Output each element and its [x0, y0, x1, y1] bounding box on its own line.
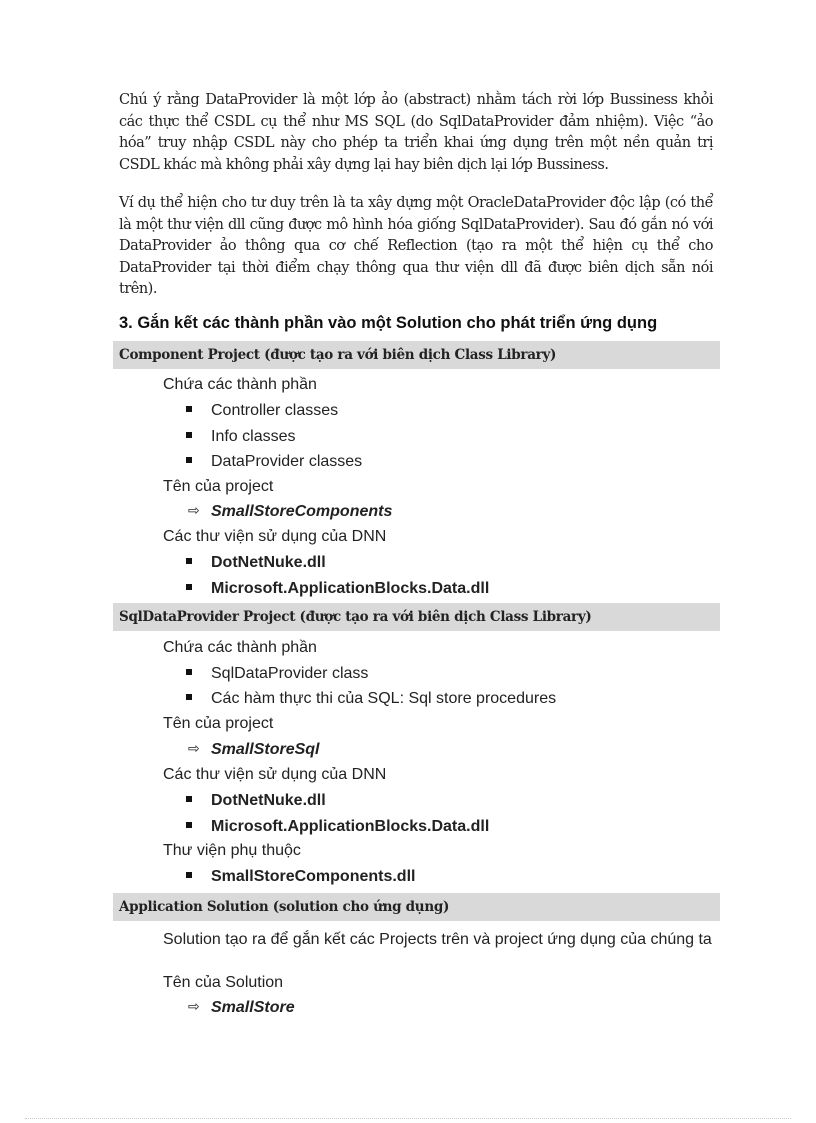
square-bullet-icon [186, 872, 192, 878]
section-heading: 3. Gắn kết các thành phần vào một Solution cho phát triển ứng dụng [119, 314, 658, 332]
sql-libs-label: Các thư viện sử dụng của DNN [163, 766, 387, 783]
hollow-right-arrow-icon: ⇨ [188, 503, 200, 519]
square-bullet-icon [186, 669, 192, 675]
list-item: Microsoft.ApplicationBlocks.Data.dll [211, 580, 490, 597]
list-item: Info classes [211, 428, 296, 445]
list-item: SmallStoreComponents.dll [211, 868, 416, 885]
sql-name-label: Tên của project [163, 715, 274, 732]
intro-paragraph-1: Chú ý rằng DataProvider là một lớp ảo (abstract) nhằm tách rời lớp Bussiness khỏi các thực thể CSDL cụ thể như MS SQL (do SqlDataProvider đảm nhiệm). Việc “ảo hóa” truy nhập CSDL này cho phép ta triển khai ứng dụng trên một nền quản trị CSDL khác mà không phải xây dựng lại hay biên dịch lại lớp Bussiness. [119, 92, 713, 173]
list-item: Microsoft.ApplicationBlocks.Data.dll [211, 818, 490, 835]
component-project-header: Component Project (được tạo ra với biên dịch Class Library) [113, 341, 720, 369]
list-item: DataProvider classes [211, 453, 363, 470]
square-bullet-icon [186, 457, 192, 463]
list-item: DotNetNuke.dll [211, 792, 326, 809]
solution-description: Solution tạo ra để gắn kết các Projects trên và project ứng dụng của chúng ta [163, 931, 712, 948]
sql-project-header: SqlDataProvider Project (được tạo ra với biên dịch Class Library) [113, 603, 720, 631]
list-item: DotNetNuke.dll [211, 554, 326, 571]
list-item: SqlDataProvider class [211, 665, 369, 682]
component-contains-label: Chứa các thành phần [163, 376, 317, 393]
sql-deps-label: Thư viện phụ thuộc [163, 842, 301, 859]
solution-name: SmallStore [211, 999, 295, 1016]
list-item: Các hàm thực thi của SQL: Sql store procedures [211, 690, 557, 707]
page-bottom-divider [25, 1118, 791, 1119]
hollow-right-arrow-icon: ⇨ [188, 741, 200, 757]
hollow-right-arrow-icon: ⇨ [188, 999, 200, 1015]
intro-paragraph-2: Ví dụ thể hiện cho tư duy trên là ta xây dựng một OracleDataProvider độc lập (có thể là một thư viện dll cũng được mô hình hóa giống SqlDataProvider). Sau đó gắn nó với DataProvider ảo thông qua cơ chế Reflection (tạo ra một thể hiện cụ thể cho DataProvider tại thời điểm chạy thông qua thư viện dll đã được biên dịch sẵn nói trên). [119, 195, 713, 297]
sql-project-name: SmallStoreSql [211, 741, 320, 758]
square-bullet-icon [186, 796, 192, 802]
square-bullet-icon [186, 432, 192, 438]
component-libs-label: Các thư viện sử dụng của DNN [163, 528, 387, 545]
component-project-name: SmallStoreComponents [211, 503, 393, 520]
square-bullet-icon [186, 406, 192, 412]
square-bullet-icon [186, 694, 192, 700]
square-bullet-icon [186, 584, 192, 590]
list-item: Controller classes [211, 402, 339, 419]
square-bullet-icon [186, 822, 192, 828]
component-name-label: Tên của project [163, 478, 274, 495]
application-solution-header: Application Solution (solution cho ứng dụng) [113, 893, 720, 921]
sql-contains-label: Chứa các thành phần [163, 639, 317, 656]
solution-name-label: Tên của Solution [163, 974, 284, 991]
square-bullet-icon [186, 558, 192, 564]
